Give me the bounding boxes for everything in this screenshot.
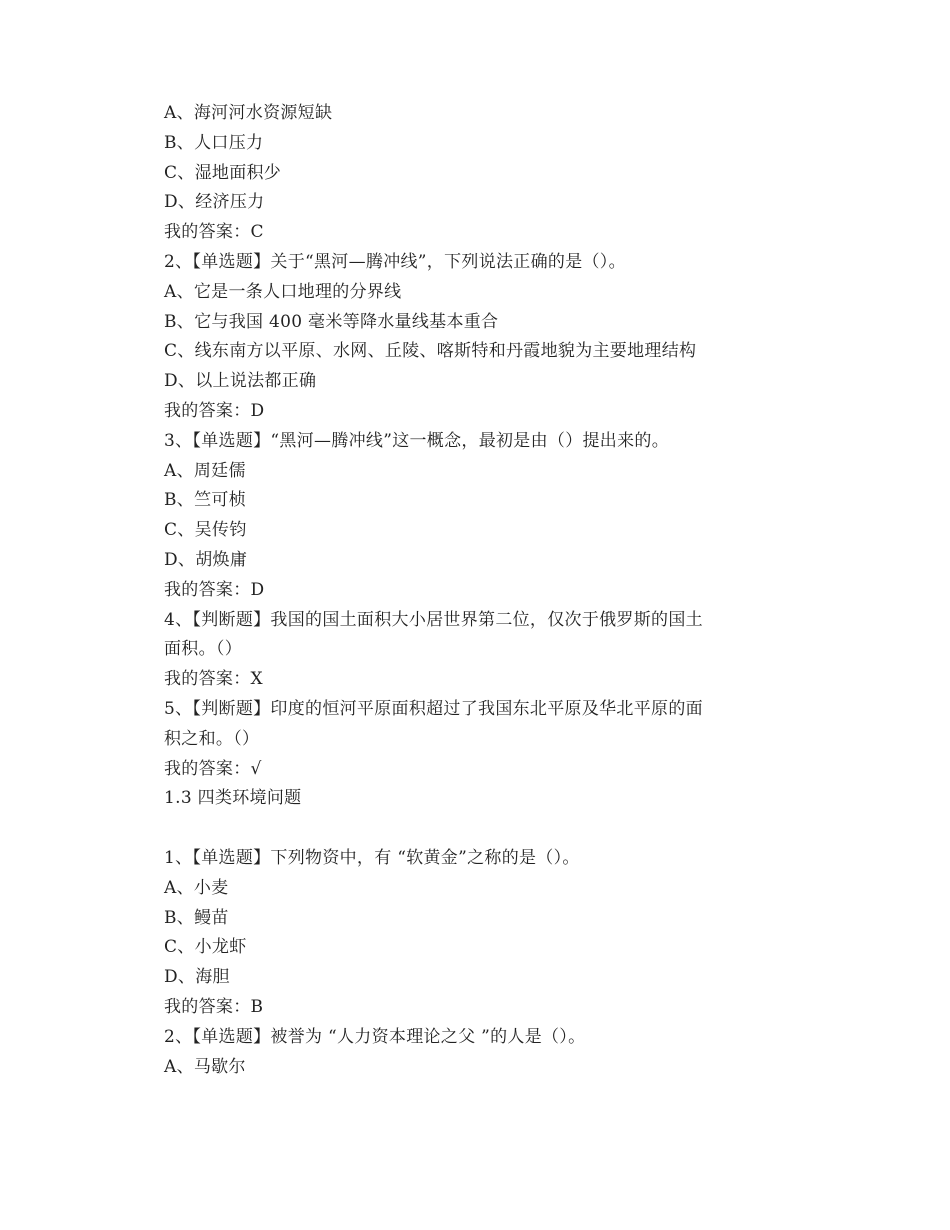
blank-line [164,814,764,844]
option-line: B、竺可桢 [164,490,246,511]
question-line-continued: 面积。（） [164,639,242,660]
option-line: B、鳗苗 [164,907,229,928]
option-line: C、吴传钧 [164,520,247,541]
answer-line: 我的答案：√ [164,758,262,779]
answer-line: 我的答案：X [164,669,263,690]
question-line-continued: 积之和。（） [164,728,260,749]
option-line: B、人口压力 [164,132,264,153]
section-heading: 1.3 四类环境问题 [164,788,302,809]
question-line: 4、【判断题】我国的国土面积大小居世界第二位，仅次于俄罗斯的国土 [164,609,703,630]
question-line: 5、【判断题】印度的恒河平原面积超过了我国东北平原及华北平原的面 [164,698,703,719]
question-line: 2、【单选题】被誉为 “人力资本理论之父 ”的人是（）。 [164,1026,586,1047]
option-line: C、小龙虾 [164,937,247,958]
answer-line: 我的答案：B [164,996,264,1017]
document-body [164,99,764,1082]
option-line: A、小麦 [164,877,229,898]
question-line: 1、【单选题】下列物资中，有 “软黄金”之称的是（）。 [164,847,580,868]
answer-line: 我的答案：D [164,579,265,600]
option-line: C、湿地面积少 [164,162,282,183]
question-line: 2、【单选题】关于“黑河—腾冲线”，下列说法正确的是（）。 [164,251,626,272]
option-line: A、它是一条人口地理的分界线 [164,281,402,302]
answer-line: 我的答案：C [164,222,264,243]
question-line: 3、【单选题】“黑河—腾冲线”这一概念，最初是由（）提出来的。 [164,430,669,451]
option-line: A、海河河水资源短缺 [164,103,333,123]
option-line: D、海胆 [164,967,230,988]
option-line: C、线东南方以平原、水网、丘陵、喀斯特和丹霞地貌为主要地理结构 [164,341,697,362]
option-line: A、周廷儒 [164,460,246,481]
option-line: B、它与我国 400 毫米等降水量线基本重合 [164,311,499,332]
answer-line: 我的答案：D [164,400,265,421]
option-line: D、经济压力 [164,192,265,213]
option-line: D、以上说法都正确 [164,371,317,392]
option-line: A、马歇尔 [164,1056,246,1077]
option-line: D、胡焕庸 [164,549,248,570]
